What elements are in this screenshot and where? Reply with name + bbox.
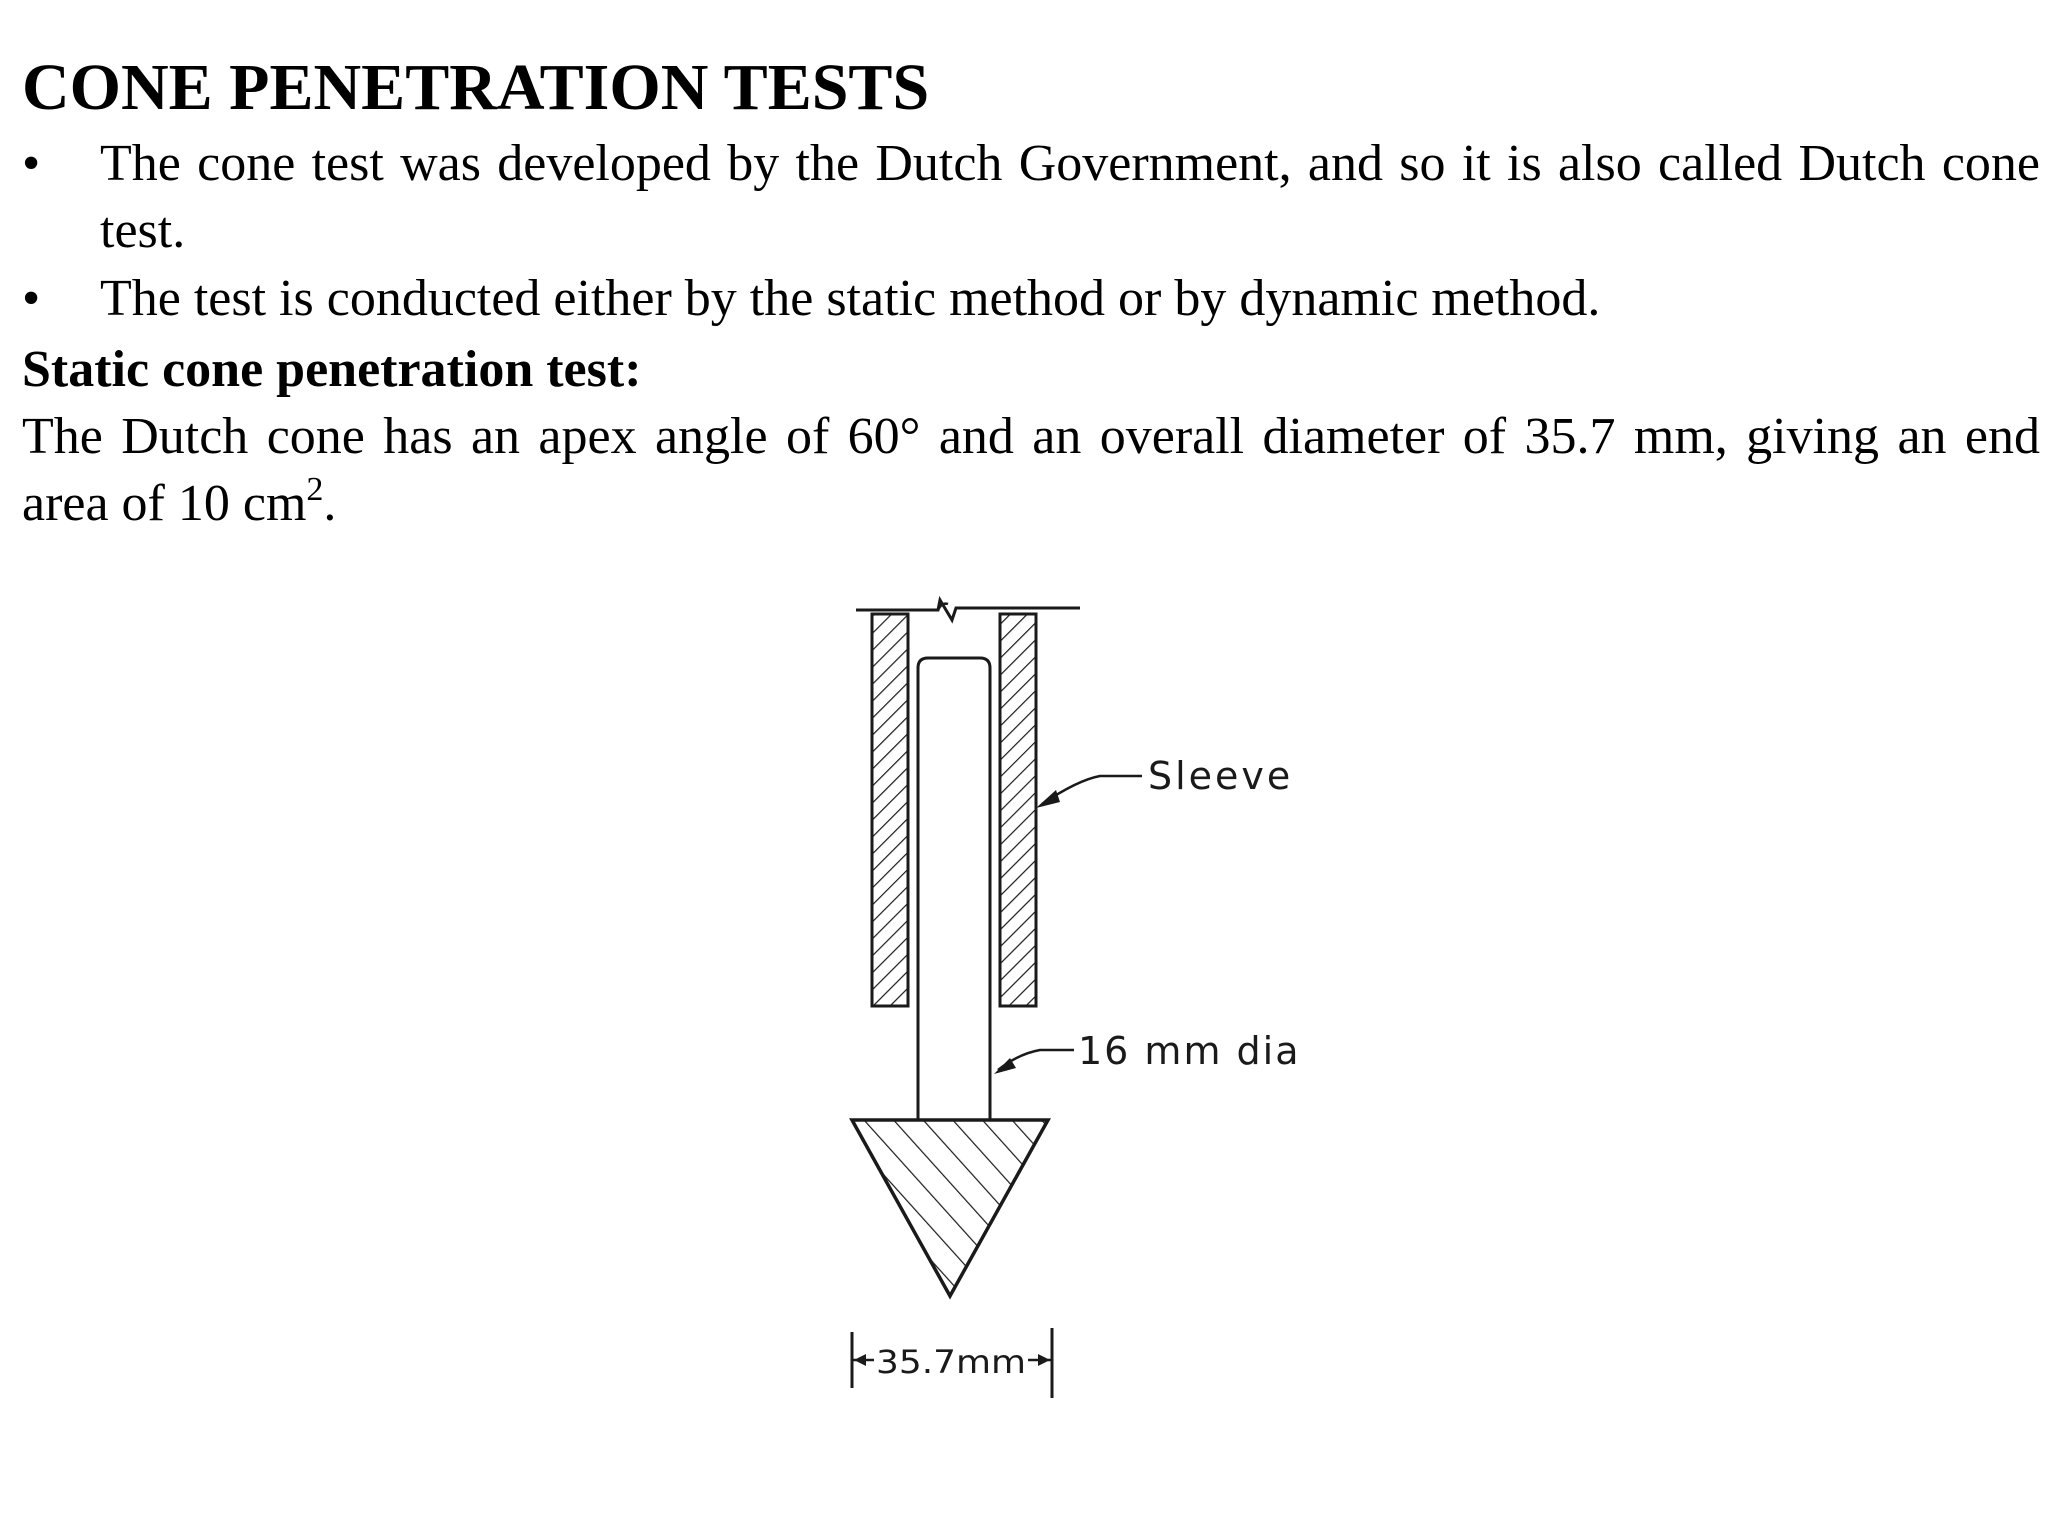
rod-diameter-leader-arrow [994, 1050, 1074, 1074]
bullet-item [22, 265, 2040, 332]
bullet-dot-icon: • [22, 135, 41, 192]
cone-tip [852, 1120, 1048, 1296]
rod-diameter-label: 16 mm dia [1078, 1029, 1301, 1073]
bullet-item [22, 130, 2040, 264]
diagram-svg [830, 590, 1350, 1430]
bullet-list [22, 130, 2040, 332]
section-heading: Static cone penetration test: [22, 341, 642, 398]
sleeve-right-wall [1000, 614, 1036, 1006]
bullet-dot-icon: • [22, 270, 41, 327]
slide-title: CONE PENETRATION TESTS [22, 51, 930, 124]
sleeve-label: Sleeve [1148, 754, 1294, 798]
body-paragraph [22, 403, 2040, 537]
cone-diameter-label: 35.7mm [876, 1343, 1026, 1381]
sleeve-leader-arrow [1036, 776, 1142, 808]
cone-penetrometer-diagram [830, 590, 1350, 1430]
bullet-text: The cone test was developed by the Dutch Government, and so it is also called Dutch cone test. [100, 135, 2040, 259]
bullet-text: The test is conducted either by the static method or by dynamic method. [100, 270, 1601, 327]
paragraph-text: The Dutch cone has an apex angle of 60° and an overall diameter of 35.7 mm, giving an end area of 10 cm [22, 408, 2040, 532]
paragraph-end: . [323, 475, 337, 532]
area-superscript: 2 [306, 471, 324, 508]
sleeve-left-wall [872, 614, 908, 1006]
inner-rod [918, 658, 990, 1120]
